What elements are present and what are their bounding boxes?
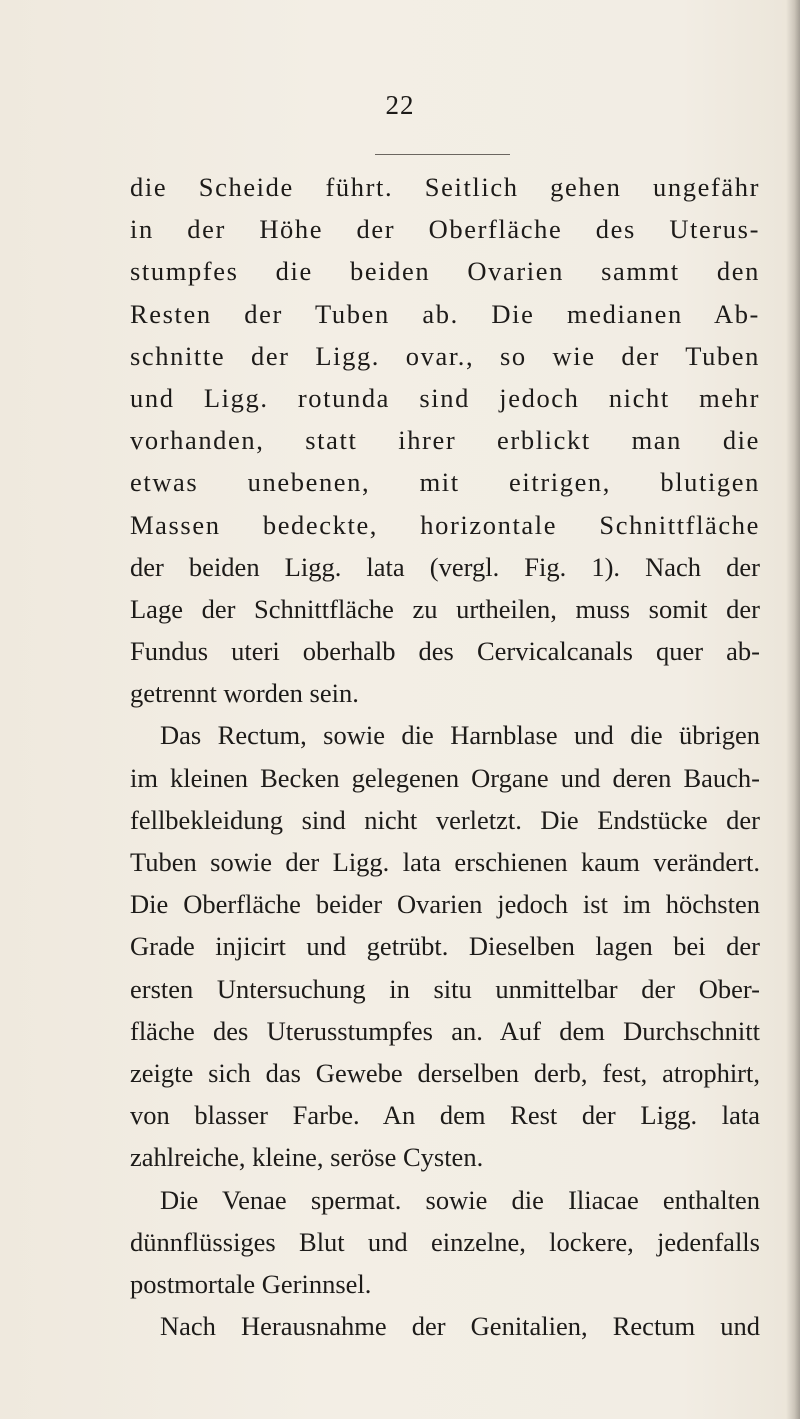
text-line: die Scheide führt. Seitlich gehen ungefähr bbox=[130, 172, 760, 202]
text-line: Grade injicirt und getrübt. Dieselben lagen bei der bbox=[130, 931, 760, 962]
text-line: stumpfes die beiden Ovarien sammt den bbox=[130, 256, 760, 287]
text-line: postmortale Gerinnsel. bbox=[130, 1268, 372, 1299]
text-line: vorhanden, statt ihrer erblickt man die bbox=[130, 425, 760, 456]
text-line: fellbekleidung sind nicht verletzt. Die Endstücke der bbox=[130, 804, 760, 835]
text-line: Die Oberfläche beider Ovarien jedoch ist im höchsten bbox=[130, 889, 760, 920]
text-line: zahlreiche, kleine, seröse Cysten. bbox=[130, 1142, 484, 1173]
header-rule bbox=[375, 154, 510, 155]
text-line: in der Höhe der Oberfläche des Uterus- bbox=[130, 214, 760, 245]
body-text bbox=[130, 166, 760, 1347]
text-line: Nach Herausnahme der Genitalien, Rectum und bbox=[160, 1311, 760, 1342]
text-line: Die Venae spermat. sowie die Iliacae enthalten bbox=[160, 1184, 760, 1215]
text-line: Resten der Tuben ab. Die medianen Ab- bbox=[130, 298, 760, 329]
text-line: der beiden Ligg. lata (vergl. Fig. 1). Nach der bbox=[130, 551, 760, 582]
text-line: getrennt worden sein. bbox=[130, 678, 359, 709]
text-line: etwas unebenen, mit eitrigen, blutigen bbox=[130, 467, 760, 498]
page-number: 22 bbox=[385, 90, 415, 120]
text-line: Tuben sowie der Ligg. lata erschienen kaum verändert. bbox=[130, 847, 760, 877]
text-line: zeigte sich das Gewebe derselben derb, fest, atrophirt, bbox=[130, 1057, 760, 1088]
text-line: Das Rectum, sowie die Harnblase und die übrigen bbox=[160, 720, 760, 751]
text-line: Massen bedeckte, horizontale Schnittfläche bbox=[130, 509, 760, 540]
text-line: und Ligg. rotunda sind jedoch nicht mehr bbox=[130, 382, 760, 413]
text-line: von blasser Farbe. An dem Rest der Ligg. lata bbox=[130, 1100, 760, 1131]
text-line: im kleinen Becken gelegenen Organe und deren Bauch- bbox=[130, 762, 760, 793]
text-line: Fundus uteri oberhalb des Cervicalcanals quer ab- bbox=[130, 636, 760, 667]
text-line: dünnflüssiges Blut und einzelne, lockere, jedenfalls bbox=[130, 1226, 760, 1257]
page-edge-shadow bbox=[786, 0, 800, 1419]
text-line: Lage der Schnittfläche zu urtheilen, muss somit der bbox=[130, 593, 760, 624]
text-line: schnitte der Ligg. ovar., so wie der Tuben bbox=[130, 340, 760, 371]
text-line: fläche des Uterusstumpfes an. Auf dem Durchschnitt bbox=[130, 1015, 760, 1046]
text-line: ersten Untersuchung in situ unmittelbar der Ober- bbox=[130, 973, 760, 1004]
